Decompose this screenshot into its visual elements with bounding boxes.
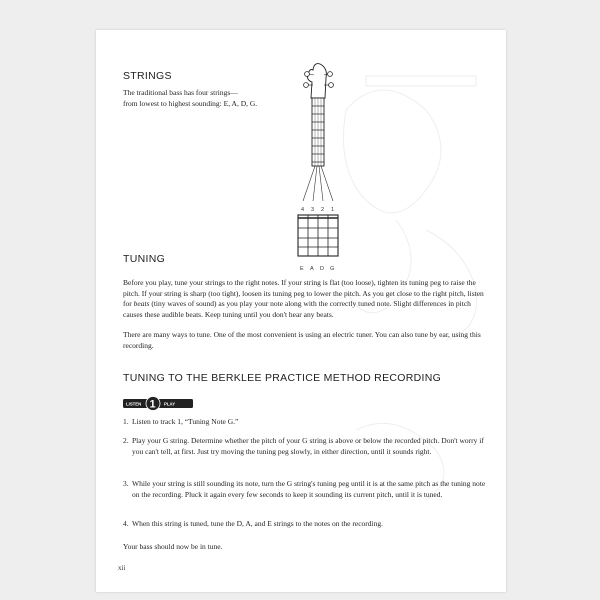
string-number-2: 2 — [321, 207, 325, 213]
string-letter-d: D — [320, 266, 324, 272]
string-number-4: 4 — [301, 207, 305, 213]
tuning-heading: TUNING — [123, 253, 166, 265]
closing-line: Your bass should now be in tune. — [123, 542, 223, 551]
string-pointer-lines — [303, 166, 333, 201]
list-item-text: When this string is tuned, tune the D, A, and E strings to the notes on the recording. — [132, 519, 384, 528]
recording-heading: TUNING TO THE BERKLEE PRACTICE METHOD RECORDING — [123, 372, 442, 384]
tuning-para1-text-a: Before you play, tune your strings to the right notes. If your string is flat (too loose), tighten its tuning peg to raise the pitch. If your string is sharp (too tight), loosen its tuning peg to lower the pitch. As you get close to the right pitch, listen for — [123, 278, 484, 309]
headstock-icon — [304, 64, 334, 98]
list-item — [123, 417, 488, 428]
list-item-number: 3. — [123, 479, 129, 488]
list-item — [123, 519, 488, 530]
string-letter-g: G — [330, 266, 335, 272]
list-item-number: 4. — [123, 519, 129, 528]
string-number-3: 3 — [311, 207, 315, 213]
string-letter-e: E — [300, 266, 304, 272]
listen-label: LISTEN — [126, 401, 142, 407]
tuning-para1-italic: beats — [133, 299, 150, 309]
book-page — [96, 30, 506, 592]
tuning-paragraph-1 — [123, 278, 488, 320]
strings-heading: STRINGS — [123, 70, 172, 82]
bass-strings-diagram — [292, 60, 352, 260]
list-item-number: 2. — [123, 436, 129, 445]
string-number-1: 1 — [331, 207, 335, 213]
list-item-text: Listen to track 1, “Tuning Note G.” — [132, 417, 239, 426]
string-letter-a: A — [310, 266, 314, 272]
tuning-para1-text-b: (tiny waves of sound) as you play your note along with the correctly tuned note. Slight differences in pitch causes these audible beats. Keep tuning until you don't hear any beats. — [123, 299, 471, 319]
page-number: xii — [118, 564, 126, 572]
play-label: PLAY — [164, 401, 176, 407]
track-number: 1 — [149, 398, 156, 411]
neck-icon — [312, 98, 324, 166]
list-item-text: While your string is still sounding its note, turn the G string's tuning peg until it is at the same pitch as the tuning note on the recording. Pluck it again every few seconds to keep it sounding its current pitch, until it is tuned. — [132, 479, 486, 499]
list-item-text: Play your G string. Determine whether the pitch of your G string is above or below the recorded pitch. Don't worry if you can't tell, at first. Just try moving the tuning peg slowly, in either direction, until it sounds right. — [132, 436, 484, 456]
list-item — [123, 436, 488, 457]
strings-intro — [123, 88, 273, 109]
listen-play-track-icon — [123, 396, 197, 412]
string-letters — [292, 260, 352, 274]
fretboard-grid-icon — [298, 215, 338, 256]
strings-intro-line2: from lowest to highest sounding: E, A, D, G. — [123, 98, 258, 108]
strings-intro-line1: The traditional bass has four strings— — [123, 88, 238, 97]
list-item — [123, 479, 488, 500]
tuning-paragraph-2: There are many ways to tune. One of the most convenient is using an electric tuner. You can also tune by ear, using this recording. — [123, 330, 481, 350]
list-item-number: 1. — [123, 417, 129, 426]
